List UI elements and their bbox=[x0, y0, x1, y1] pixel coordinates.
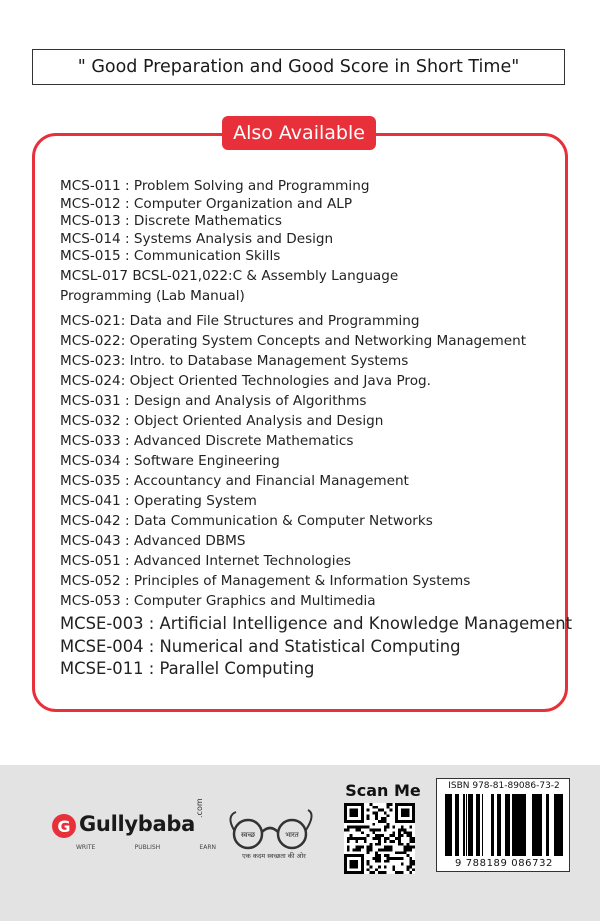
course-item: MCS-024: Object Oriented Technologies and Java Prog. bbox=[60, 373, 431, 390]
course-item: MCS-012 : Computer Organization and ALP bbox=[60, 195, 353, 212]
brand-suffix: .com bbox=[195, 798, 204, 818]
also-available-badge bbox=[222, 116, 376, 150]
qr-code[interactable] bbox=[344, 803, 415, 874]
course-item: MCSL-017 BCSL-021,022:C & Assembly Language bbox=[60, 267, 399, 284]
brand-tagline bbox=[76, 844, 216, 851]
brand-tag-write: WRITE bbox=[76, 844, 96, 851]
scan-me-label: Scan Me bbox=[345, 781, 421, 800]
course-item: Programming (Lab Manual) bbox=[60, 287, 245, 304]
course-item: MCS-015 : Communication Skills bbox=[60, 248, 281, 265]
course-group-large bbox=[60, 613, 573, 681]
course-list bbox=[60, 178, 573, 681]
course-item: MCS-053 : Computer Graphics and Multimedia bbox=[60, 593, 376, 610]
course-item: MCS-052 : Principles of Management & Information Systems bbox=[60, 573, 471, 590]
course-item: MCS-011 : Problem Solving and Programming bbox=[60, 178, 370, 194]
swachh-bharat-logo bbox=[218, 808, 330, 860]
course-item: MCS-051 : Advanced Internet Technologies bbox=[60, 553, 352, 570]
brand-tag-publish: PUBLISH bbox=[134, 844, 161, 851]
brand-name: Gullybaba bbox=[79, 812, 195, 836]
isbn-barcode-block bbox=[436, 778, 570, 872]
badge-label: Also Available bbox=[233, 122, 365, 144]
course-item: MCS-023: Intro. to Database Management Systems bbox=[60, 353, 409, 370]
course-item: MCS-022: Operating System Concepts and Networking Management bbox=[60, 333, 527, 350]
course-item: MCS-021: Data and File Structures and Programming bbox=[60, 313, 420, 330]
course-item: MCS-031 : Design and Analysis of Algorithms bbox=[60, 393, 367, 410]
course-item: MCS-033 : Advanced Discrete Mathematics bbox=[60, 433, 354, 450]
barcode-digits: 9 788189 086732 bbox=[454, 858, 554, 869]
course-item: MCSE-003 : Artificial Intelligence and Knowledge Management bbox=[60, 614, 573, 634]
gullybaba-logo bbox=[52, 798, 232, 852]
qr-code-icon bbox=[344, 803, 415, 874]
swachh-right-text: भारत bbox=[285, 831, 299, 839]
course-item: MCSE-011 : Parallel Computing bbox=[60, 659, 315, 679]
course-item: MCS-032 : Object Oriented Analysis and Design bbox=[60, 413, 384, 430]
course-item: MCS-013 : Discrete Mathematics bbox=[60, 213, 282, 230]
course-item: MCSE-004 : Numerical and Statistical Computing bbox=[60, 636, 461, 656]
spectacles-icon bbox=[218, 808, 330, 850]
course-item: MCS-042 : Data Communication & Computer Networks bbox=[60, 513, 433, 530]
swachh-caption: एक कदम स्वच्छता की ओर bbox=[242, 852, 306, 860]
course-group-small bbox=[60, 178, 560, 305]
course-item: MCS-041 : Operating System bbox=[60, 493, 257, 510]
swachh-left-text: स्वच्छ bbox=[240, 831, 256, 839]
isbn-label: ISBN 978-81-89086-73-2 bbox=[448, 781, 560, 791]
course-item: MCS-014 : Systems Analysis and Design bbox=[60, 230, 334, 247]
tagline-box bbox=[32, 49, 565, 85]
course-item: MCS-034 : Software Engineering bbox=[60, 453, 280, 470]
course-item: MCS-043 : Advanced DBMS bbox=[60, 533, 246, 550]
course-item: MCS-035 : Accountancy and Financial Management bbox=[60, 473, 409, 490]
course-group-medium bbox=[60, 311, 560, 611]
tagline-text: " Good Preparation and Good Score in Short Time" bbox=[77, 57, 520, 77]
g-logo-icon: G bbox=[52, 814, 76, 838]
brand-tag-earn: EARN bbox=[199, 844, 216, 851]
barcode-icon bbox=[441, 794, 567, 856]
